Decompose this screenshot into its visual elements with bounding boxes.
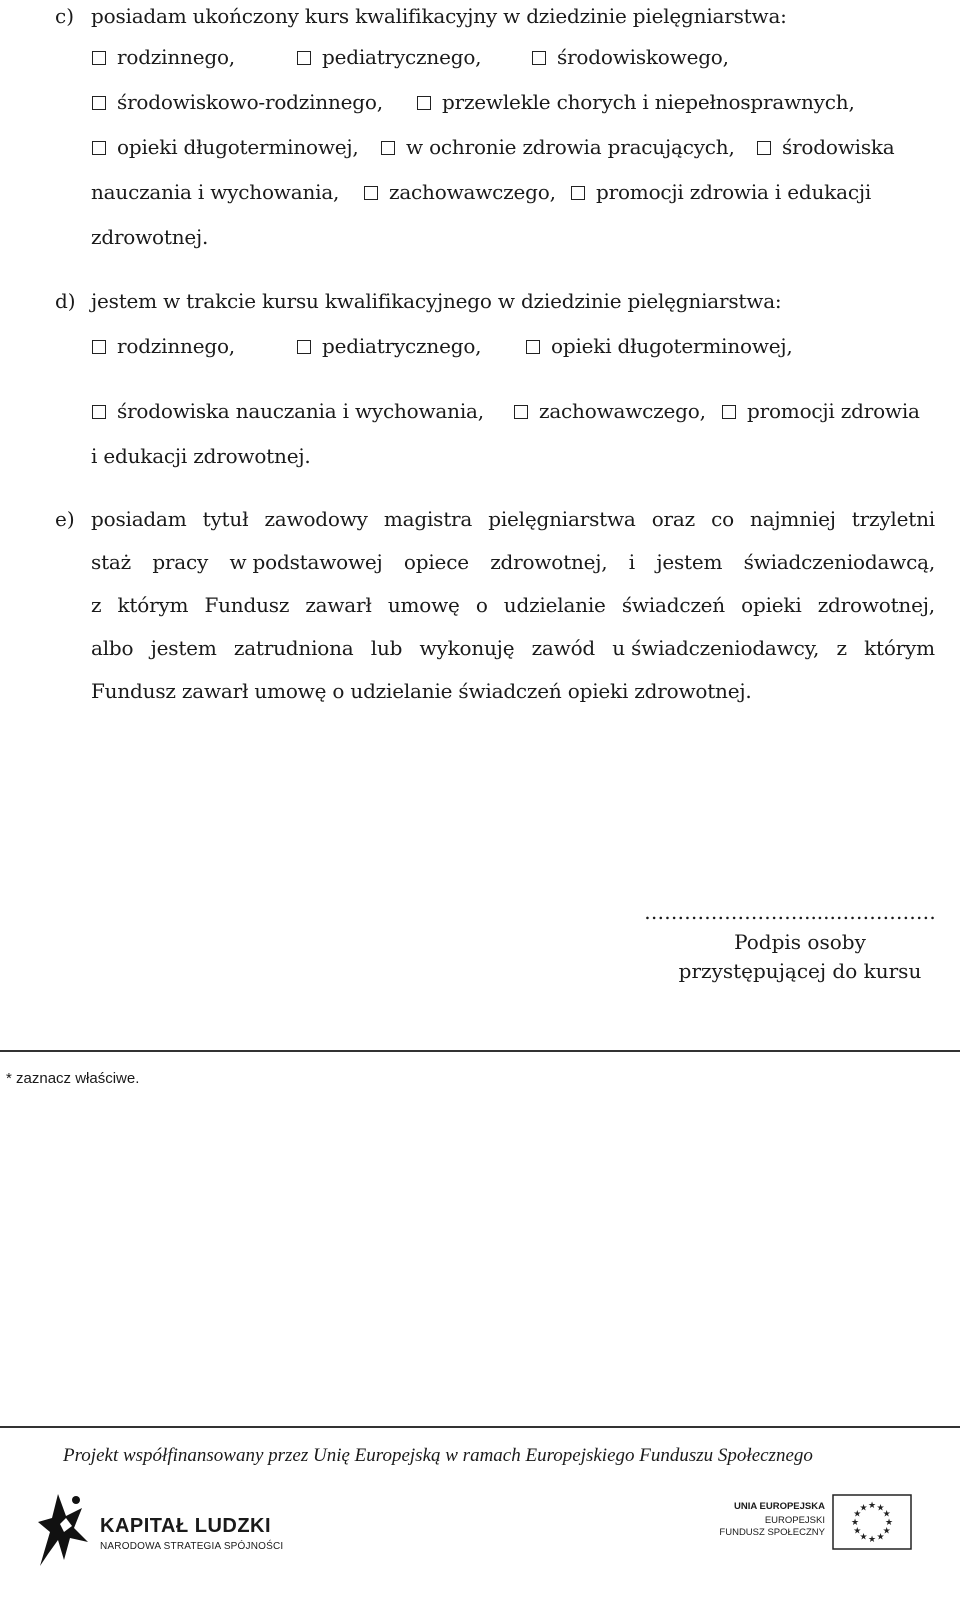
option-d-promocji-cont: i edukacji zdrowotnej. xyxy=(91,444,311,468)
option-c-srodowiska-cont: nauczania i wychowania, xyxy=(91,180,340,204)
footer-text: Projekt współfinansowany przez Unię Europejską w ramach Europejskiego Funduszu Społecznego xyxy=(63,1445,813,1466)
checkbox[interactable] xyxy=(526,340,540,354)
footnote-divider xyxy=(0,1050,960,1052)
eu-star-icon: ★ xyxy=(859,1532,868,1543)
section-c-marker: c) xyxy=(55,4,75,28)
section-d-marker: d) xyxy=(55,289,76,313)
option-d-rodzinnego[interactable]: rodzinnego, xyxy=(92,334,235,358)
checkbox[interactable] xyxy=(92,405,106,419)
option-c-pediatrycznego[interactable]: pediatrycznego, xyxy=(297,45,481,69)
eu-star-icon: ★ xyxy=(876,1532,885,1543)
checkbox[interactable] xyxy=(297,51,311,65)
eu-star-icon: ★ xyxy=(882,1526,891,1537)
checkbox[interactable] xyxy=(722,405,736,419)
eu-star-icon: ★ xyxy=(853,1526,862,1537)
signature-label-2: przystępującej do kursu xyxy=(678,959,922,983)
signature-label-1: Podpis osoby xyxy=(734,930,866,954)
section-c-intro: posiadam ukończony kurs kwalifikacyjny w dziedzinie pielęgniarstwa: xyxy=(91,4,787,28)
option-c-promocji-cont: zdrowotnej. xyxy=(91,225,209,249)
option-c-przewlekle-chorych[interactable]: przewlekle chorych i niepełnosprawnych, xyxy=(417,90,855,114)
checkbox[interactable] xyxy=(514,405,528,419)
option-c-srodowiska[interactable]: środowiska xyxy=(757,135,895,159)
checkbox[interactable] xyxy=(92,141,106,155)
option-d-pediatrycznego[interactable]: pediatrycznego, xyxy=(297,334,481,358)
eu-text-1: UNIA EUROPEJSKA xyxy=(734,1501,825,1512)
logo-left-subtitle: NARODOWA STRATEGIA SPÓJNOŚCI xyxy=(100,1541,284,1552)
checkbox[interactable] xyxy=(757,141,771,155)
kapital-ludzki-logo-icon xyxy=(36,1488,92,1568)
footnote: * zaznacz właściwe. xyxy=(6,1070,140,1087)
eu-text-2: EUROPEJSKI xyxy=(764,1515,825,1526)
eu-flag-icon xyxy=(832,1494,912,1550)
checkbox[interactable] xyxy=(92,96,106,110)
section-e-line-4: albo jestem zatrudniona lub wykonuję zawód u świadczeniodawcy, z którym xyxy=(91,636,935,660)
checkbox[interactable] xyxy=(92,51,106,65)
eu-star-icon: ★ xyxy=(850,1518,860,1528)
option-c-srodowiskowo-rodzinnego[interactable]: środowiskowo-rodzinnego, xyxy=(92,90,383,114)
checkbox[interactable] xyxy=(417,96,431,110)
eu-star-icon: ★ xyxy=(882,1509,891,1520)
option-c-opieki-dlugoterminowej[interactable]: opieki długoterminowej, xyxy=(92,135,359,159)
logo-left-title: KAPITAŁ LUDZKI xyxy=(100,1515,272,1537)
eu-star-icon: ★ xyxy=(859,1503,868,1514)
checkbox[interactable] xyxy=(571,186,585,200)
section-e-line-1: posiadam tytuł zawodowy magistra pielęgniarstwa oraz co najmniej trzyletni xyxy=(91,507,935,531)
checkbox[interactable] xyxy=(92,340,106,354)
section-e-line-2: staż pracy w podstawowej opiece zdrowotnej, i jestem świadczeniodawcą, xyxy=(91,550,935,574)
section-d-intro: jestem w trakcie kursu kwalifikacyjnego w dziedzinie pielęgniarstwa: xyxy=(91,289,782,313)
eu-star-icon: ★ xyxy=(884,1518,894,1528)
eu-text-3: FUNDUSZ SPOŁECZNY xyxy=(719,1527,825,1538)
eu-star-icon: ★ xyxy=(853,1509,862,1520)
option-d-zachowawczego[interactable]: zachowawczego, xyxy=(514,399,706,423)
option-d-srodowiska[interactable]: środowiska nauczania i wychowania, xyxy=(92,399,484,423)
option-c-ochrona-zdrowia-pracujacych[interactable]: w ochronie zdrowia pracujących, xyxy=(381,135,735,159)
section-e-line-3: z którym Fundusz zawarł umowę o udzielanie świadczeń opieki zdrowotnej, xyxy=(91,593,935,617)
section-e-marker: e) xyxy=(55,507,75,531)
option-c-zachowawczego[interactable]: zachowawczego, xyxy=(364,180,556,204)
section-e-line-5: Fundusz zawarł umowę o udzielanie świadczeń opieki zdrowotnej. xyxy=(91,679,752,703)
option-d-promocji-zdrowia[interactable]: promocji zdrowia xyxy=(722,399,920,423)
checkbox[interactable] xyxy=(532,51,546,65)
option-c-srodowiskowego[interactable]: środowiskowego, xyxy=(532,45,729,69)
signature-dots: …………………….....…………… xyxy=(644,900,936,924)
checkbox[interactable] xyxy=(297,340,311,354)
eu-star-icon: ★ xyxy=(876,1503,885,1514)
eu-star-icon: ★ xyxy=(867,1501,877,1511)
checkbox[interactable] xyxy=(381,141,395,155)
eu-star-icon: ★ xyxy=(867,1535,877,1545)
option-c-rodzinnego[interactable]: rodzinnego, xyxy=(92,45,235,69)
option-d-opieki-dlugoterminowej[interactable]: opieki długoterminowej, xyxy=(526,334,793,358)
option-c-promocji-zdrowia[interactable]: promocji zdrowia i edukacji xyxy=(571,180,871,204)
checkbox[interactable] xyxy=(364,186,378,200)
footer-divider xyxy=(0,1426,960,1428)
